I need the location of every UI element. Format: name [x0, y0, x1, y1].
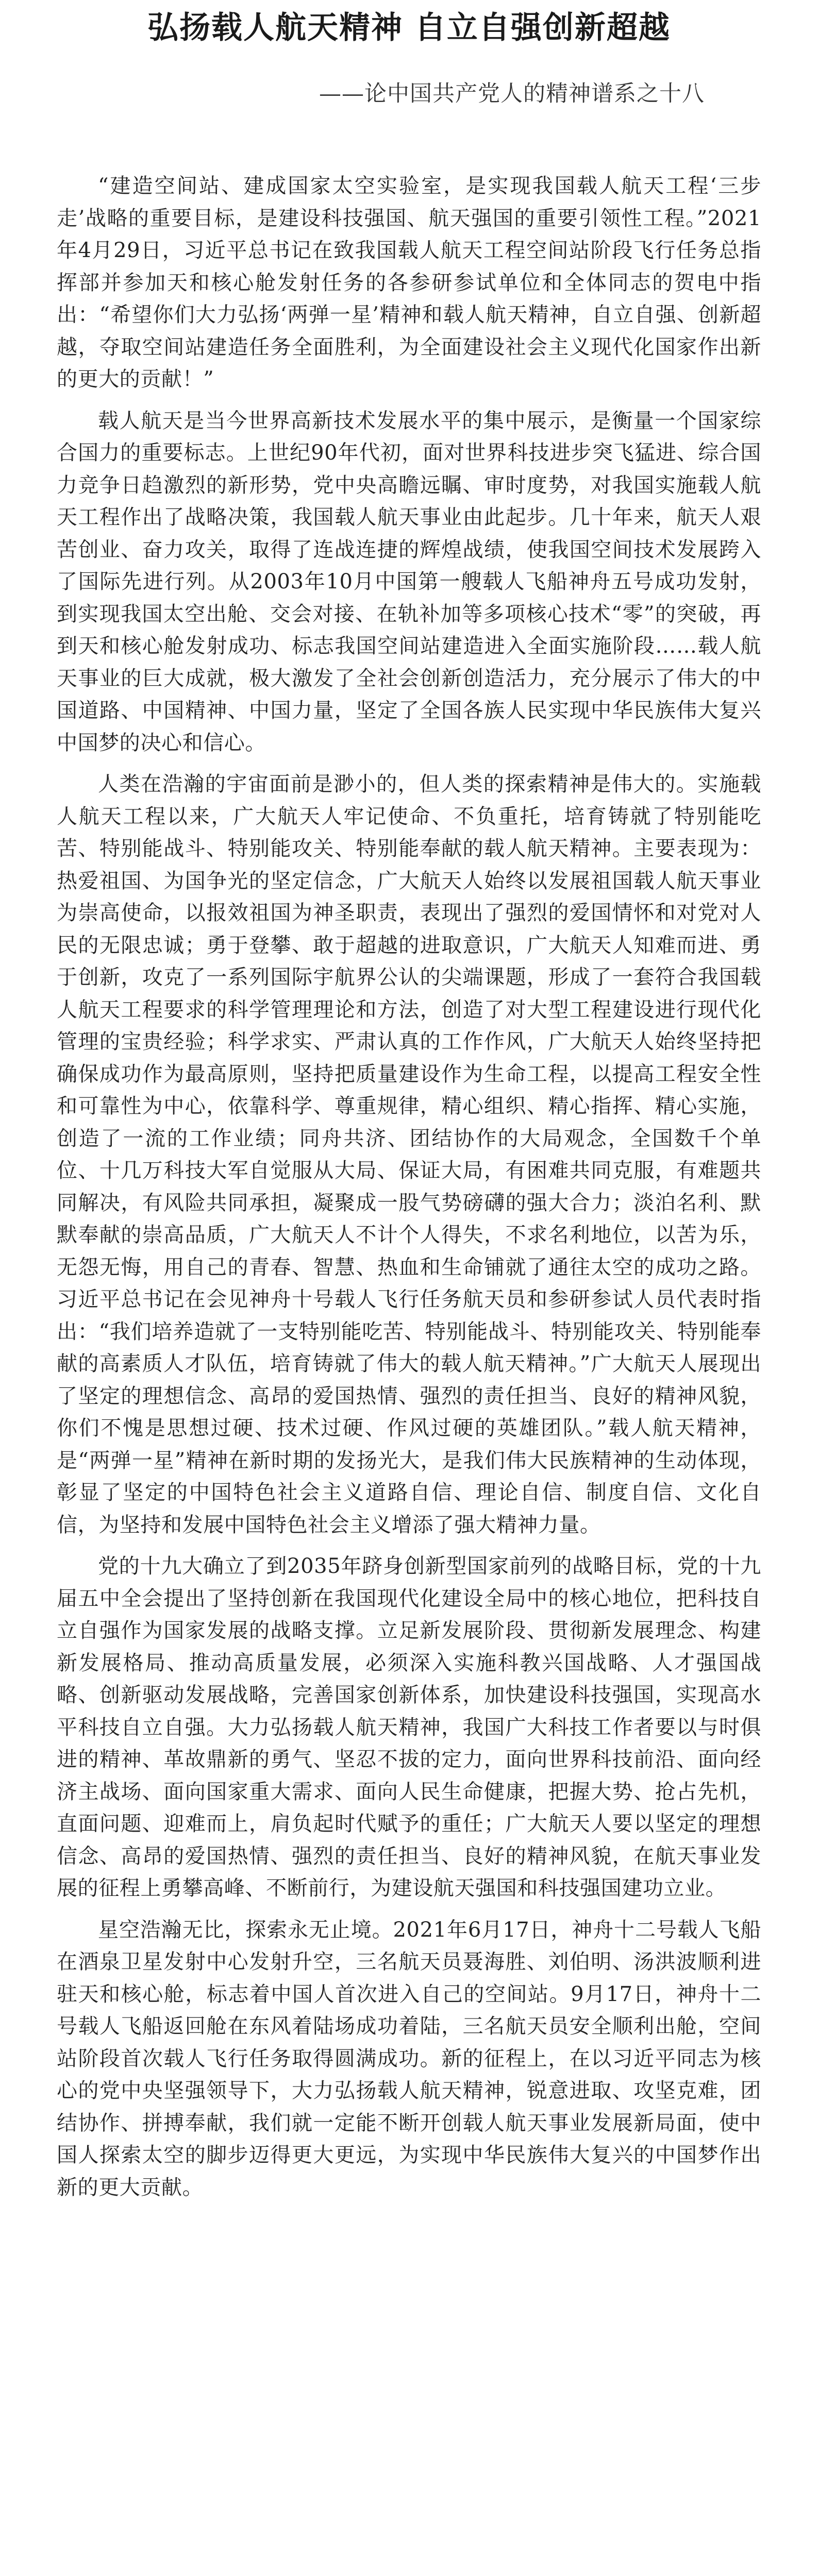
paragraph-1: “建造空间站、建成国家太空实验室，是实现我国载人航天工程‘三步走’战略的重要目标，是建设科技强国、航天强国的重要引领性工程。”2021年4月29日，习近平总书记在致我国载人航天工程空间站阶段飞行任务总指挥部并参加天和核心舱发射任务的各参研参试单位和全体同志的贺电中指出：“希望你们大力弘扬‘两弹一星’精神和载人航天精神，自立自强、创新超越，夺取空间站建造任务全面胜利，为全面建设社会主义现代化国家作出新的更大的贡献！”: [57, 174, 761, 391]
paragraph-4: 党的十九大确立了到2035年跻身创新型国家前列的战略目标，党的十九届五中全会提出了坚持创新在我国现代化建设全局中的核心地位，把科技自立自强作为国家发展的战略支撑。立足新发展阶段、贯彻新发展理念、构建新发展格局、推动高质量发展，必须深入实施科教兴国战略、人才强国战略、创新驱动发展战略，完善国家创新体系，加快建设科技强国，实现高水平科技自立自强。大力弘扬载人航天精神，我国广大科技工作者要以与时俱进的精神、革故鼎新的勇气、坚忍不拔的定力，面向世界科技前沿、面向经济主战场、面向国家重大需求、面向人民生命健康，把握大势、抢占先机，直面问题、迎难而上，肩负起时代赋予的重任；广大航天人要以坚定的理想信念、高昂的爱国热情、强烈的责任担当、良好的精神风貌，在航天事业发展的征程上勇攀高峰、不断前行，为建设航天强国和科技强国建功立业。: [57, 1554, 761, 1900]
article-title: 弘扬载人航天精神 自立自强创新超越: [147, 10, 671, 46]
paragraph-5: 星空浩瀚无比，探索永无止境。2021年6月17日，神舟十二号载人飞船在酒泉卫星发射中心发射升空，三名航天员聂海胜、刘伯明、汤洪波顺利进驻天和核心舱，标志着中国人首次进入自己的空间站。9月17日，神舟十二号载人飞船返回舱在东风着陆场成功着陆，三名航天员安全顺利出舱，空间站阶段首次载人飞行任务取得圆满成功。新的征程上，在以习近平同志为核心的党中央坚强领导下，大力弘扬载人航天精神，锐意进取、攻坚克难，团结协作、拼搏奉献，我们就一定能不断开创载人航天事业发展新局面，使中国人探索太空的脚步迈得更大更远，为实现中华民族伟大复兴的中国梦作出新的更大贡献。: [57, 1918, 761, 2199]
paragraph-2: 载人航天是当今世界高新技术发展水平的集中展示，是衡量一个国家综合国力的重要标志。上世纪90年代初，面对世界科技进步突飞猛进、综合国力竞争日趋激烈的新形势，党中央高瞻远瞩、审时度势，对我国实施载人航天工程作出了战略决策，我国载人航天事业由此起步。几十年来，航天人艰苦创业、奋力攻关，取得了连战连捷的辉煌战绩，使我国空间技术发展跨入了国际先进行列。从2003年10月中国第一艘载人飞船神舟五号成功发射，到实现我国太空出舱、交会对接、在轨补加等多项核心技术“零”的突破，再到天和核心舱发射成功、标志我国空间站建造进入全面实施阶段……载人航天事业的巨大成就，极大激发了全社会创新创造活力，充分展示了伟大的中国道路、中国精神、中国力量，坚定了全国各族人民实现中华民族伟大复兴中国梦的决心和信心。: [57, 409, 761, 755]
article-subtitle: ——论中国共产党人的精神谱系之十八: [319, 81, 705, 107]
paragraph-3: 人类在浩瀚的宇宙面前是渺小的，但人类的探索精神是伟大的。实施载人航天工程以来，广大航天人牢记使命、不负重托，培育铸就了特别能吃苦、特别能战斗、特别能攻关、特别能奉献的载人航天精神。主要表现为：热爱祖国、为国争光的坚定信念，广大航天人始终以发展祖国载人航天事业为崇高使命，以报效祖国为神圣职责，表现出了强烈的爱国情怀和对党对人民的无限忠诚；勇于登攀、敢于超越的进取意识，广大航天人知难而进、勇于创新，攻克了一系列国际宇航界公认的尖端课题，形成了一套符合我国载人航天工程要求的科学管理理论和方法，创造了对大型工程建设进行现代化管理的宝贵经验；科学求实、严肃认真的工作作风，广大航天人始终坚持把确保成功作为最高原则，坚持把质量建设作为生命工程，以提高工程安全性和可靠性为中心，依靠科学、尊重规律，精心组织、精心指挥、精心实施，创造了一流的工作业绩；同舟共济、团结协作的大局观念，全国数千个单位、十几万科技大军自觉服从大局、保证大局，有困难共同克服，有难题共同解决，有风险共同承担，凝聚成一股气势磅礴的强大合力；淡泊名利、默默奉献的崇高品质，广大航天人不计个人得失，不求名利地位，以苦为乐，无怨无悔，用自己的青春、智慧、热血和生命铺就了通往太空的成功之路。习近平总书记在会见神舟十号载人飞行任务航天员和参研参试人员代表时指出：“我们培养造就了一支特别能吃苦、特别能战斗、特别能攻关、特别能奉献的高素质人才队伍，培育铸就了伟大的载人航天精神。”广大航天人展现出了坚定的理想信念、高昂的爱国热情、强烈的责任担当、良好的精神风貌，你们不愧是思想过硬、技术过硬、作风过硬的英雄团队。”载人航天精神，是“两弹一星”精神在新时期的发扬光大，是我们伟大民族精神的生动体现，彰显了坚定的中国特色社会主义道路自信、理论自信、制度自信、文化自信，为坚持和发展中国特色社会主义增添了强大精神力量。: [57, 772, 761, 1537]
article-body: [57, 170, 761, 2204]
